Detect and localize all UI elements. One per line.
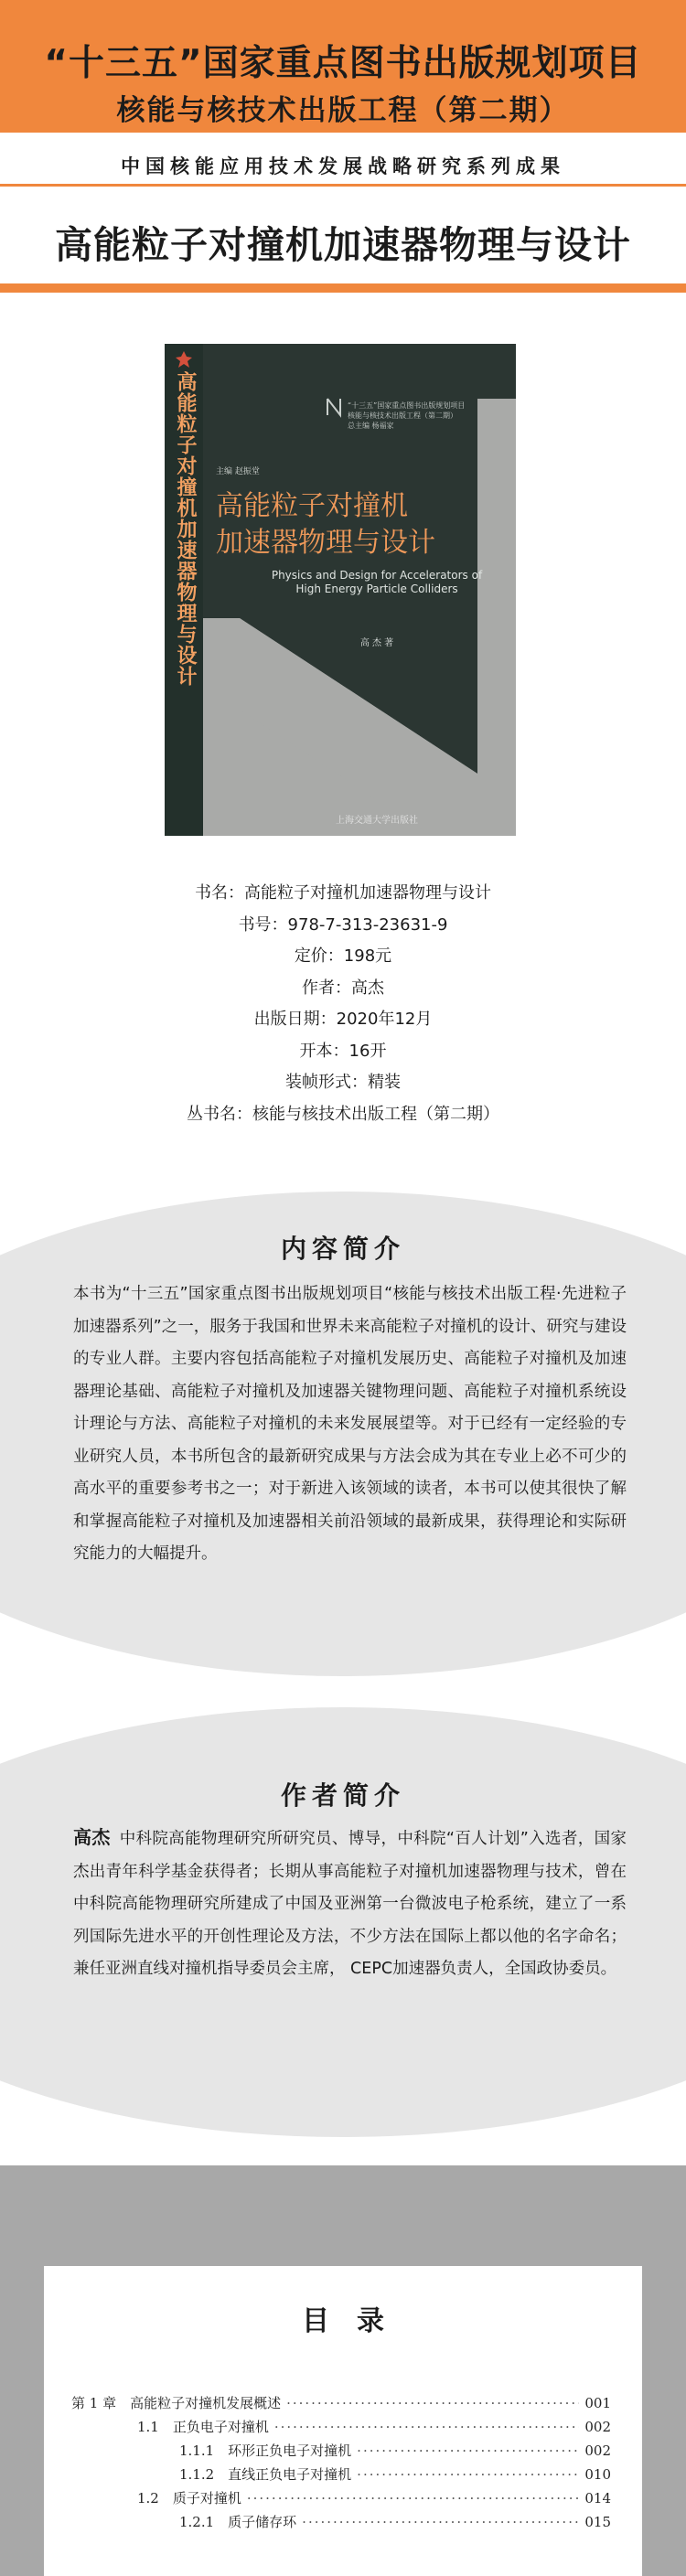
info-series: 丛书名：核能与核技术出版工程（第二期） xyxy=(187,1104,499,1124)
toc-entry: 1.2 质子对撞机 ····· 014 xyxy=(71,2488,611,2510)
info-date: 出版日期：2020年12月 xyxy=(253,1010,433,1029)
info-price: 定价：198元 xyxy=(294,946,392,966)
book-spine xyxy=(165,344,203,836)
book-title: 高能粒子对撞机加速器物理与设计 xyxy=(55,223,631,267)
book-cover-image xyxy=(165,344,516,836)
cover-publisher: 上海交通大学出版社 xyxy=(336,816,418,826)
author-name: 高杰 xyxy=(73,1826,111,1848)
divider-thin xyxy=(0,184,686,187)
intro-heading: 内容简介 xyxy=(280,1234,405,1264)
author-heading: 作者简介 xyxy=(280,1780,405,1811)
cover-series-text: “十三五”国家重点图书出版规划项目 核能与核技术出版工程（第二期） 总主编 杨福家 xyxy=(348,401,466,430)
cover-title: 高能粒子对撞机 加速器物理与设计 xyxy=(216,490,435,559)
cover-english-title: Physics and Design for Accelerators of High Energy Particle Colliders xyxy=(271,569,483,595)
toc-entry: 1.1.2 直线正负电子对撞机 ····· 010 xyxy=(71,2464,611,2486)
spine-title: 高能粒子对撞机加速器物理与设计 xyxy=(174,371,197,687)
banner-series-line: 核能与核技术出版工程（第二期） xyxy=(116,94,570,127)
info-isbn: 书号：978-7-313-23631-9 xyxy=(238,914,448,935)
info-title: 书名：高能粒子对撞机加速器物理与设计 xyxy=(195,883,491,903)
info-format: 开本：16开 xyxy=(299,1041,387,1061)
intro-text: 本书为“十三五”国家重点图书出版规划项目“核能与核技术出版工程·先进粒子加速器系列”之一，服务于我国和世界未来高能粒子对撞机的设计、研究与建设的专业人群。主要内容包括高能粒子对撞机发展历史、高能粒子对撞机及加速器理论基础、高能粒子对撞机及加速器关键物理问题、高能粒子对撞机系统设计理论与方法、高能粒子对撞机的未来发展展望等。对于已经有一定经验的专业研究人员，本书所包含的最新研究成果与方法会成为其在专业上必不可少的高水平的重要参考书之一；对于新进入该领域的读者，本书可以使其很快了解和掌握高能粒子对撞机及加速器相关前沿领域的最新成果，获得理论和实际研究能力的大幅提升。 xyxy=(73,1285,627,1563)
divider-thick xyxy=(0,283,686,293)
author-bio xyxy=(73,1822,627,1986)
banner-project-line: “十三五”国家重点图书出版规划项目 xyxy=(44,43,642,84)
front-cover xyxy=(203,344,516,836)
cover-author: 高 杰 著 xyxy=(359,638,394,648)
toc-entry: 1.2.1 质子储存环 ····· 015 xyxy=(71,2512,611,2534)
book-info xyxy=(0,878,686,1130)
publisher-logo-icon xyxy=(172,349,196,371)
info-author: 作者：高杰 xyxy=(302,978,384,998)
author-bio-text: 中科院高能物理研究所研究员、博导，中科院“百人计划”入选者，国家杰出青年科学基金获得者；长期从事高能粒子对撞机加速器物理与技术，曾在中科院高能物理研究所建成了中国及亚洲第一台微波电子枪系统，建立了一系列国际先进水平的开创性理论及方法，不少方法在国际上都以他的名字命名；兼任亚洲直线对撞机指导委员会主席， CEPC加速器负责人，全国政协委员。 xyxy=(73,1830,627,1978)
cover-editor: 主编 赵振堂 xyxy=(216,467,260,476)
toc-heading: 目录 xyxy=(302,2305,412,2337)
header-banner xyxy=(0,0,686,133)
info-binding: 装帧形式：精装 xyxy=(285,1073,401,1092)
toc-entry: 第 1 章 高能粒子对撞机发展概述 ····· 001 xyxy=(71,2393,611,2415)
series-subtitle: 中国核能应用技术发展战略研究系列成果 xyxy=(121,155,565,177)
toc-entry: 1.1.1 环形正负电子对撞机 ····· 002 xyxy=(71,2441,611,2463)
toc-entry: 1.1 正负电子对撞机 ····· 002 xyxy=(71,2417,611,2439)
